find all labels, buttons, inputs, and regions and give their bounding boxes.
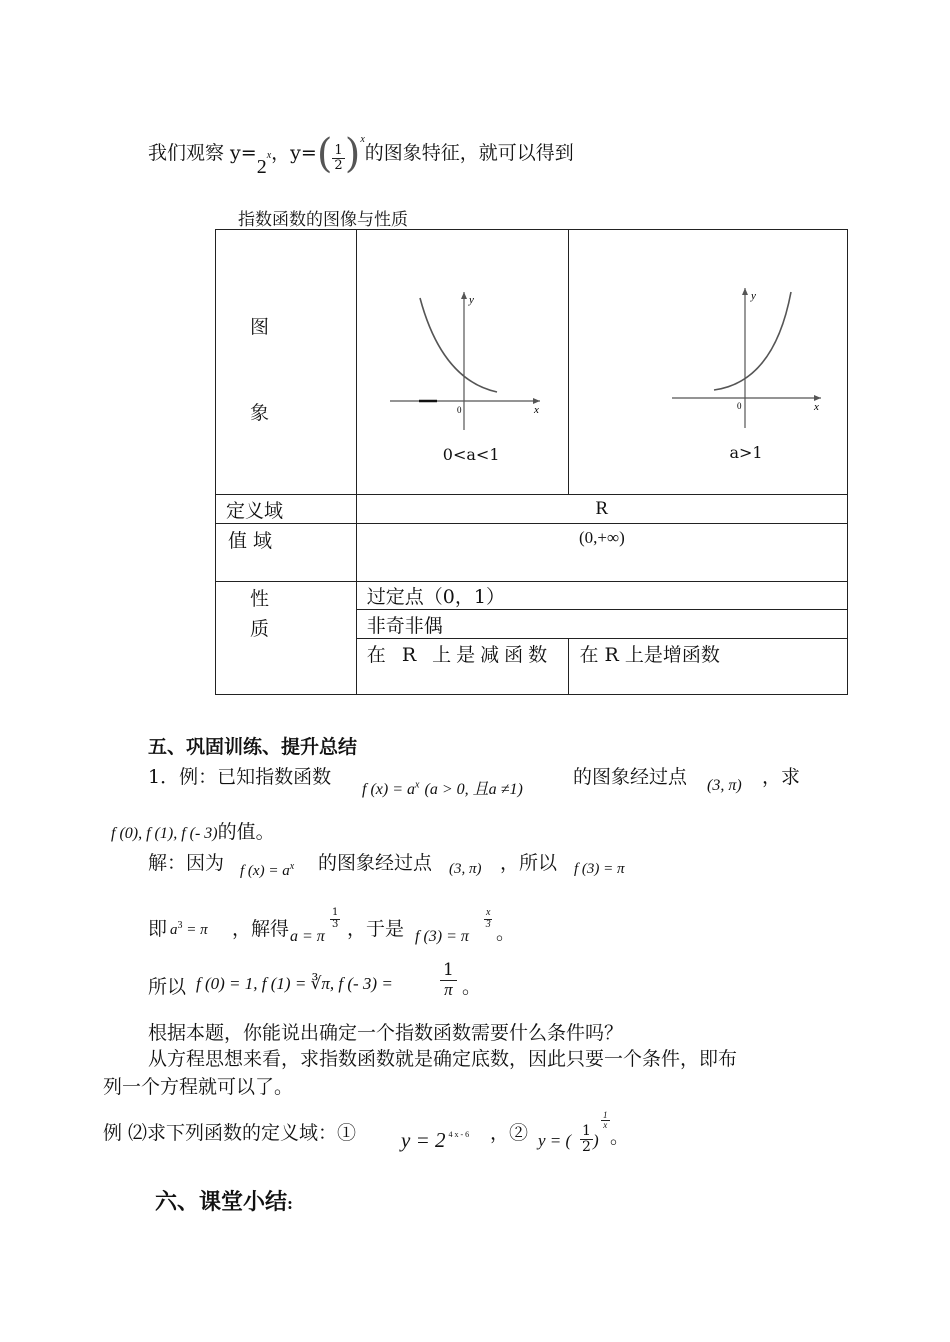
graph-decreasing-cell bbox=[356, 230, 569, 495]
example2-func2-exponent: $\frac{1}{x}$ bbox=[603, 1109, 608, 1130]
svg-text:0: 0 bbox=[456, 405, 462, 415]
svg-text:x: x bbox=[533, 404, 539, 416]
graph-row bbox=[216, 230, 848, 495]
solution-prefix: 解：因为 bbox=[148, 852, 225, 874]
intro-base: 2 bbox=[256, 156, 267, 178]
example2-func1: y = 2 $^{4 x - 6}$ bbox=[401, 1128, 470, 1152]
solution-function: f $(x) = a^x$ bbox=[240, 861, 295, 879]
increasing-exponential-graph bbox=[569, 230, 848, 494]
property-fixed-point: 过定点（0，1） bbox=[356, 582, 847, 610]
example1-line2: f (0), f (1), f (- 3)的值。 bbox=[111, 821, 275, 843]
example1-point: (3, π) bbox=[707, 777, 742, 794]
step2-eq3-exponent: $\frac{x}{3}$ bbox=[485, 907, 491, 930]
domain-row bbox=[216, 495, 848, 524]
property-parity: 非奇非偶 bbox=[356, 610, 847, 639]
step2-eq2: a = π bbox=[290, 928, 325, 945]
step3-fraction: $\frac{1}{\pi}$ bbox=[440, 962, 457, 999]
exponential-properties-table bbox=[215, 229, 848, 695]
example1-line1: 1．例：已知指数函数 bbox=[148, 766, 332, 788]
answer-line1: 从方程思想来看，求指数函数就是确定底数，因此只要一个条件，即布 bbox=[148, 1048, 738, 1070]
range-value: (0,+∞) bbox=[356, 524, 847, 582]
graph-increasing-cell bbox=[569, 230, 848, 495]
solution-f3: f (3) = π bbox=[574, 861, 625, 877]
svg-text:0: 0 bbox=[737, 401, 742, 411]
example1-function: f $(x) = a^x$ (a > 0, 且a ≠1) bbox=[362, 779, 523, 798]
question-conditions: 根据本题，你能说出确定一个指数函数需要什么条件吗？ bbox=[148, 1022, 624, 1044]
range-label: 值 域 bbox=[216, 524, 357, 582]
step2-eq3: f (3) = π bbox=[415, 928, 469, 945]
section5-heading: 五、巩固训练、提升总结 bbox=[148, 736, 358, 758]
graph-row-label: 图 象 bbox=[216, 230, 357, 495]
step3-values: f (0) = 1, f (1) = ∛π, f (- 3) = bbox=[196, 974, 393, 993]
property-increasing: 在 R 上是增函数 bbox=[569, 639, 848, 695]
graph-right-caption: a>1 bbox=[729, 443, 763, 462]
answer-line2: 列一个方程就可以了。 bbox=[103, 1076, 294, 1098]
property-decreasing: 在 R 上是减函数 bbox=[356, 639, 569, 695]
table-caption: 指数函数的图像与性质 bbox=[238, 210, 408, 230]
domain-label: 定义域 bbox=[216, 495, 357, 524]
svg-text:y: y bbox=[751, 290, 757, 302]
step2-eq2-exponent: $\frac{1}{3}$ bbox=[332, 907, 339, 930]
example2-func2: y = ( bbox=[538, 1131, 572, 1150]
step2-eq1: $a^3 = \pi$ bbox=[170, 920, 208, 938]
range-row bbox=[216, 524, 848, 582]
domain-value: R bbox=[356, 495, 847, 524]
svg-text:x: x bbox=[814, 401, 820, 413]
section6-heading: 六、课堂小结: bbox=[155, 1189, 293, 1215]
property-label: 性 质 bbox=[216, 582, 357, 695]
intro-line: 我们观察 $y=2^x$，y=( $\frac{1}{2}$ )$^x$的图象特征，就可以得到 bbox=[148, 131, 574, 178]
intro-half-fraction: $\frac{1}{2}$ bbox=[334, 142, 343, 173]
graph-left-caption: 0<a<1 bbox=[442, 445, 500, 464]
svg-text:y: y bbox=[468, 294, 474, 306]
property-row-1 bbox=[216, 582, 848, 610]
example2-prefix: 例 ⑵求下列函数的定义域：① bbox=[103, 1122, 357, 1144]
example2-func2-base: $\frac{1}{2}$ bbox=[582, 1123, 591, 1155]
